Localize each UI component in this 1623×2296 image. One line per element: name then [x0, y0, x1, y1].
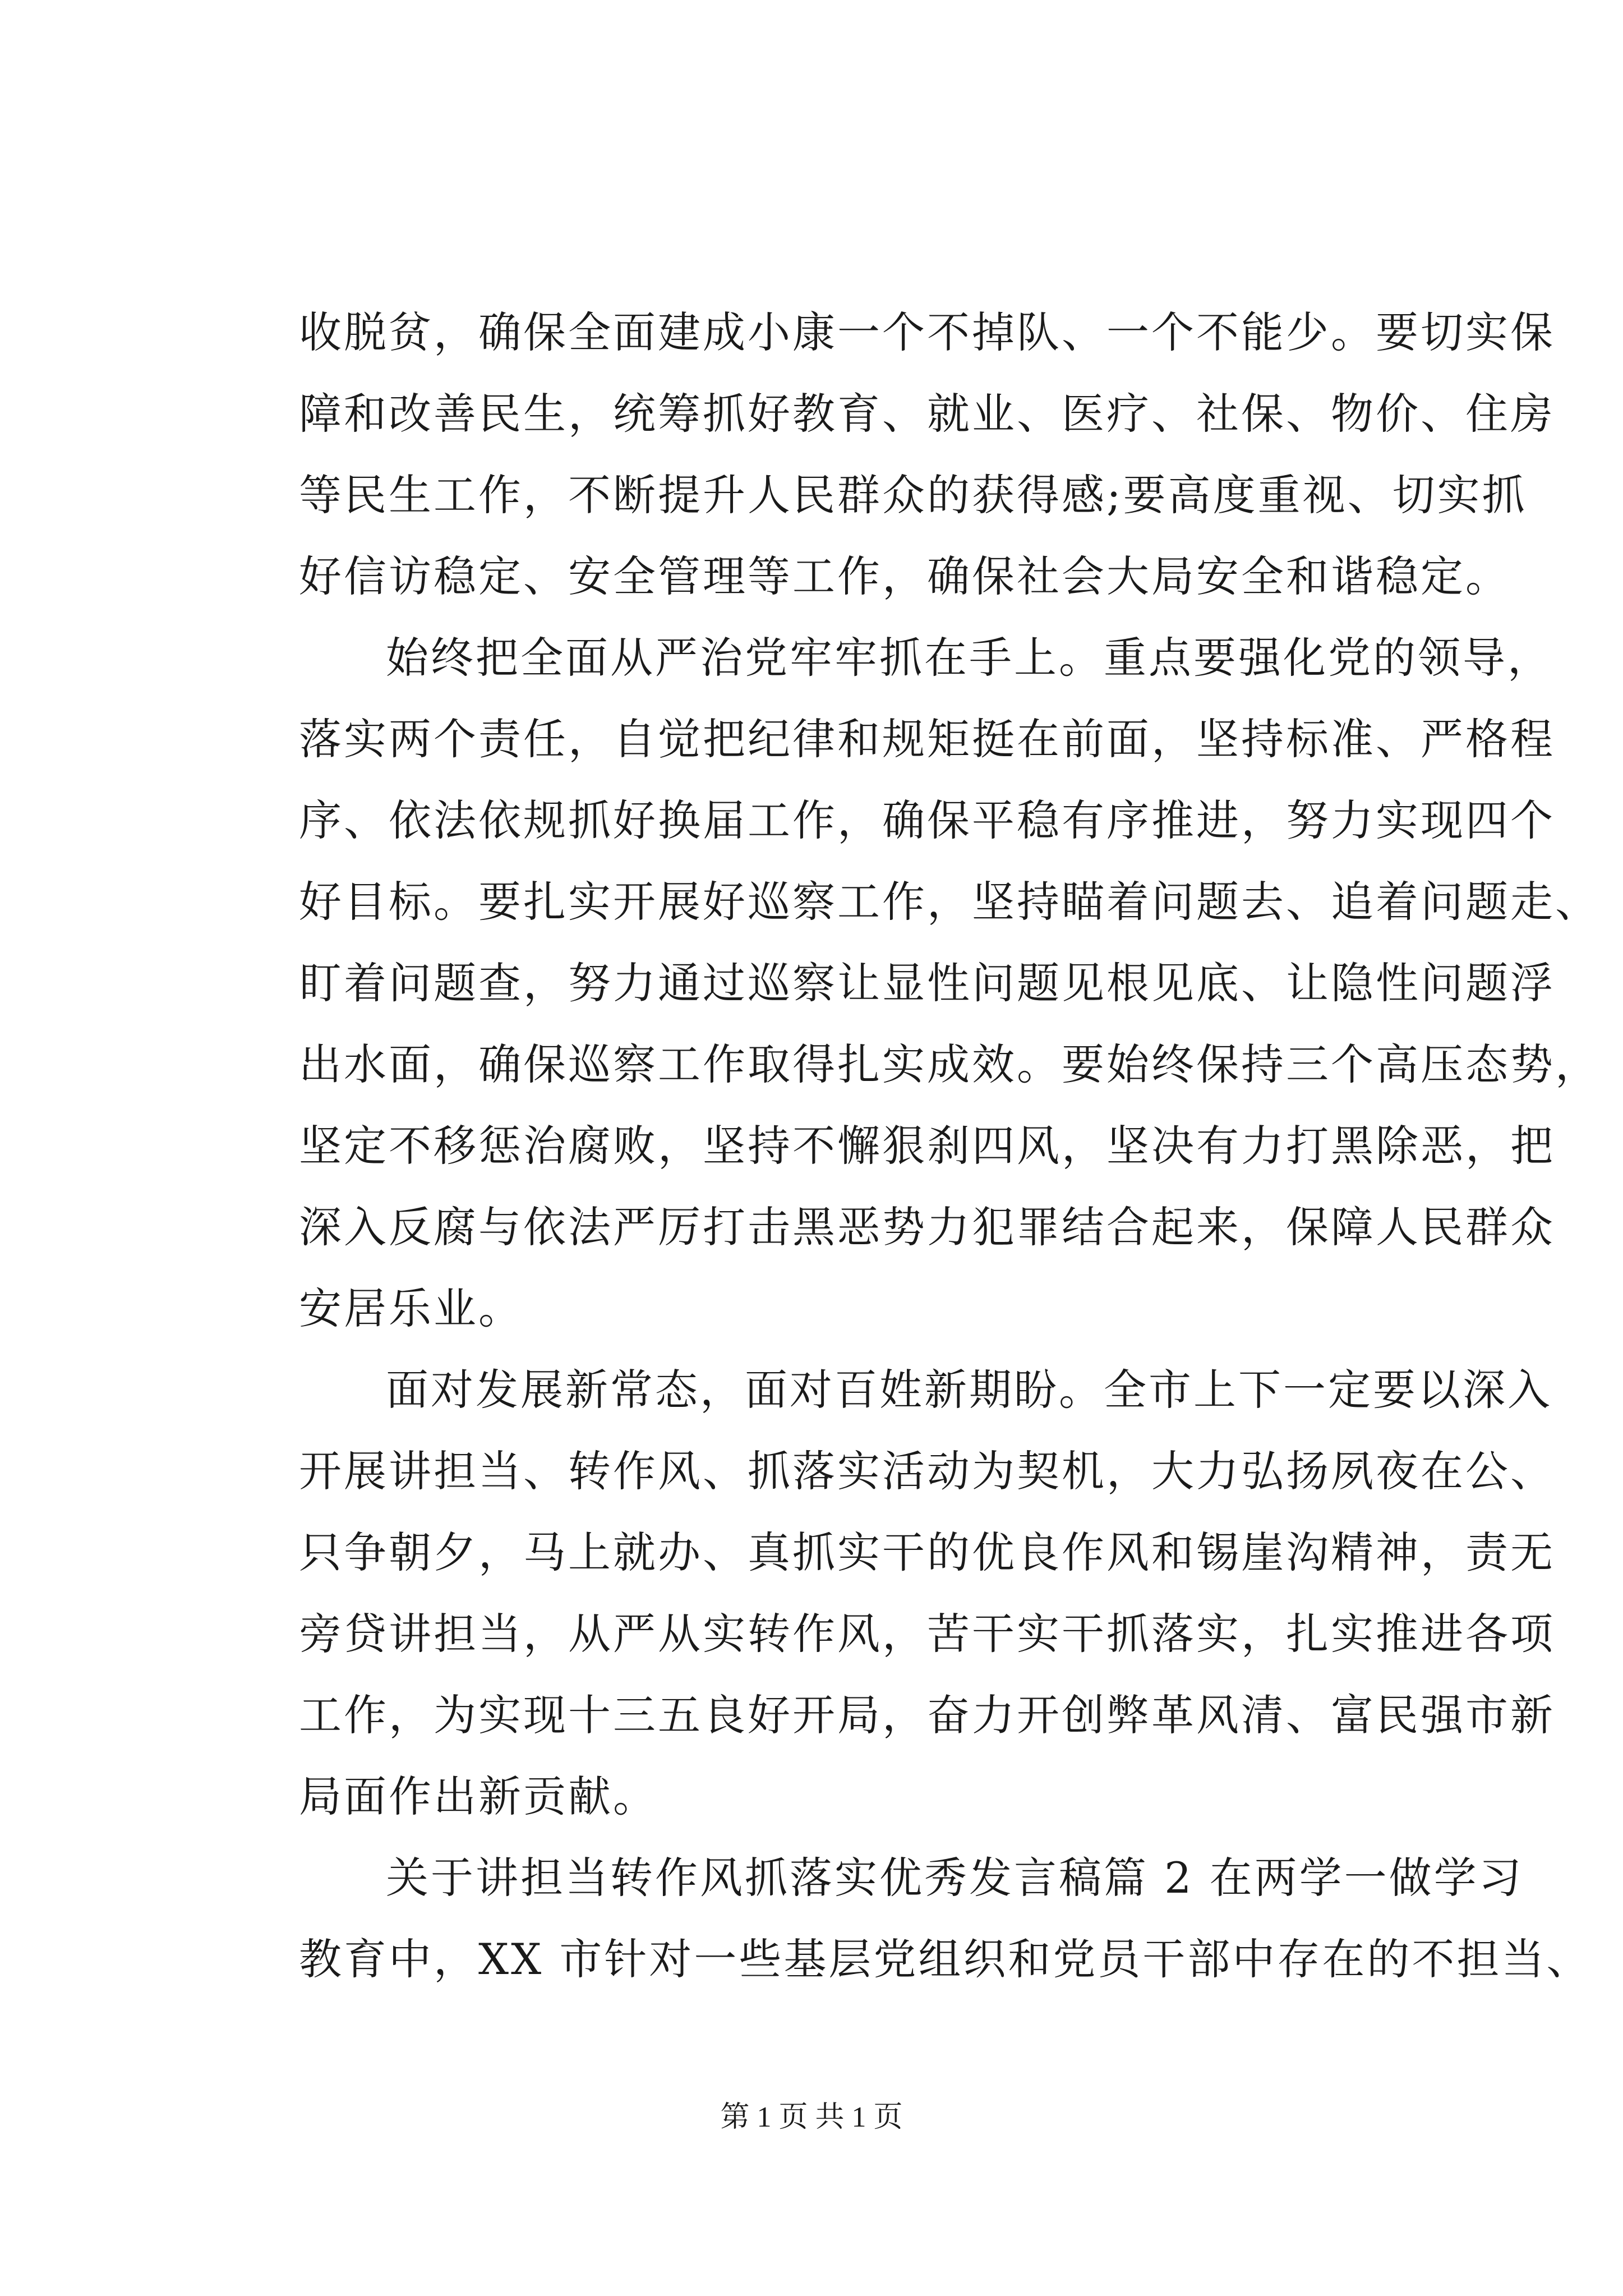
text-line: 始终把全面从严治党牢牢抓在手上。重点要强化党的领导，: [386, 633, 1552, 683]
text-line: 安居乐业。: [299, 1283, 523, 1333]
text-line: 工作，为实现十三五良好开局，奋力开创弊革风清、富民强市新: [299, 1690, 1555, 1740]
text-line: 等民生工作，不断提升人民群众的获得感;要高度重视、切实抓: [299, 470, 1527, 520]
text-line: 教育中，XX 市针对一些基层党组织和党员干部中存在的不担当、: [299, 1934, 1592, 1984]
text-line: 深入反腐与依法严厉打击黑恶势力犯罪结合起来，保障人民群众: [299, 1202, 1555, 1252]
text-line: 好目标。要扎实开展好巡察工作，坚持瞄着问题去、追着问题走、: [299, 877, 1600, 927]
text-line: 开展讲担当、转作风、抓落实活动为契机，大力弘扬夙夜在公、: [299, 1446, 1555, 1496]
text-line: 关于讲担当转作风抓落实优秀发言稿篇 2 在两学一做学习: [386, 1853, 1524, 1903]
text-line: 坚定不移惩治腐败，坚持不懈狠刹四风，坚决有力打黑除恶，把: [299, 1121, 1555, 1171]
text-line: 面对发展新常态，面对百姓新期盼。全市上下一定要以深入: [386, 1365, 1552, 1415]
text-line: 落实两个责任，自觉把纪律和规矩挺在前面，坚持标准、严格程: [299, 714, 1555, 764]
text-line: 障和改善民生，统筹抓好教育、就业、医疗、社保、物价、住房: [299, 389, 1555, 439]
text-line: 只争朝夕，马上就办、真抓实干的优良作风和锡崖沟精神，责无: [299, 1527, 1555, 1577]
page-footer: 第 1 页 共 1 页: [720, 2101, 903, 2133]
text-line: 出水面，确保巡察工作取得扎实成效。要始终保持三个高压态势，: [299, 1039, 1600, 1089]
text-line: 好信访稳定、安全管理等工作，确保社会大局安全和谐稳定。: [299, 551, 1510, 601]
text-line: 收脱贫，确保全面建成小康一个不掉队、一个不能少。要切实保: [299, 307, 1555, 357]
document-body: [299, 292, 1600, 2000]
text-line: 序、依法依规抓好换届工作，确保平稳有序推进，努力实现四个: [299, 795, 1555, 845]
text-line: 盯着问题查，努力通过巡察让显性问题见根见底、让隐性问题浮: [299, 958, 1555, 1008]
text-line: 旁贷讲担当，从严从实转作风，苦干实干抓落实，扎实推进各项: [299, 1609, 1555, 1659]
text-line: 局面作出新贡献。: [299, 1772, 658, 1821]
